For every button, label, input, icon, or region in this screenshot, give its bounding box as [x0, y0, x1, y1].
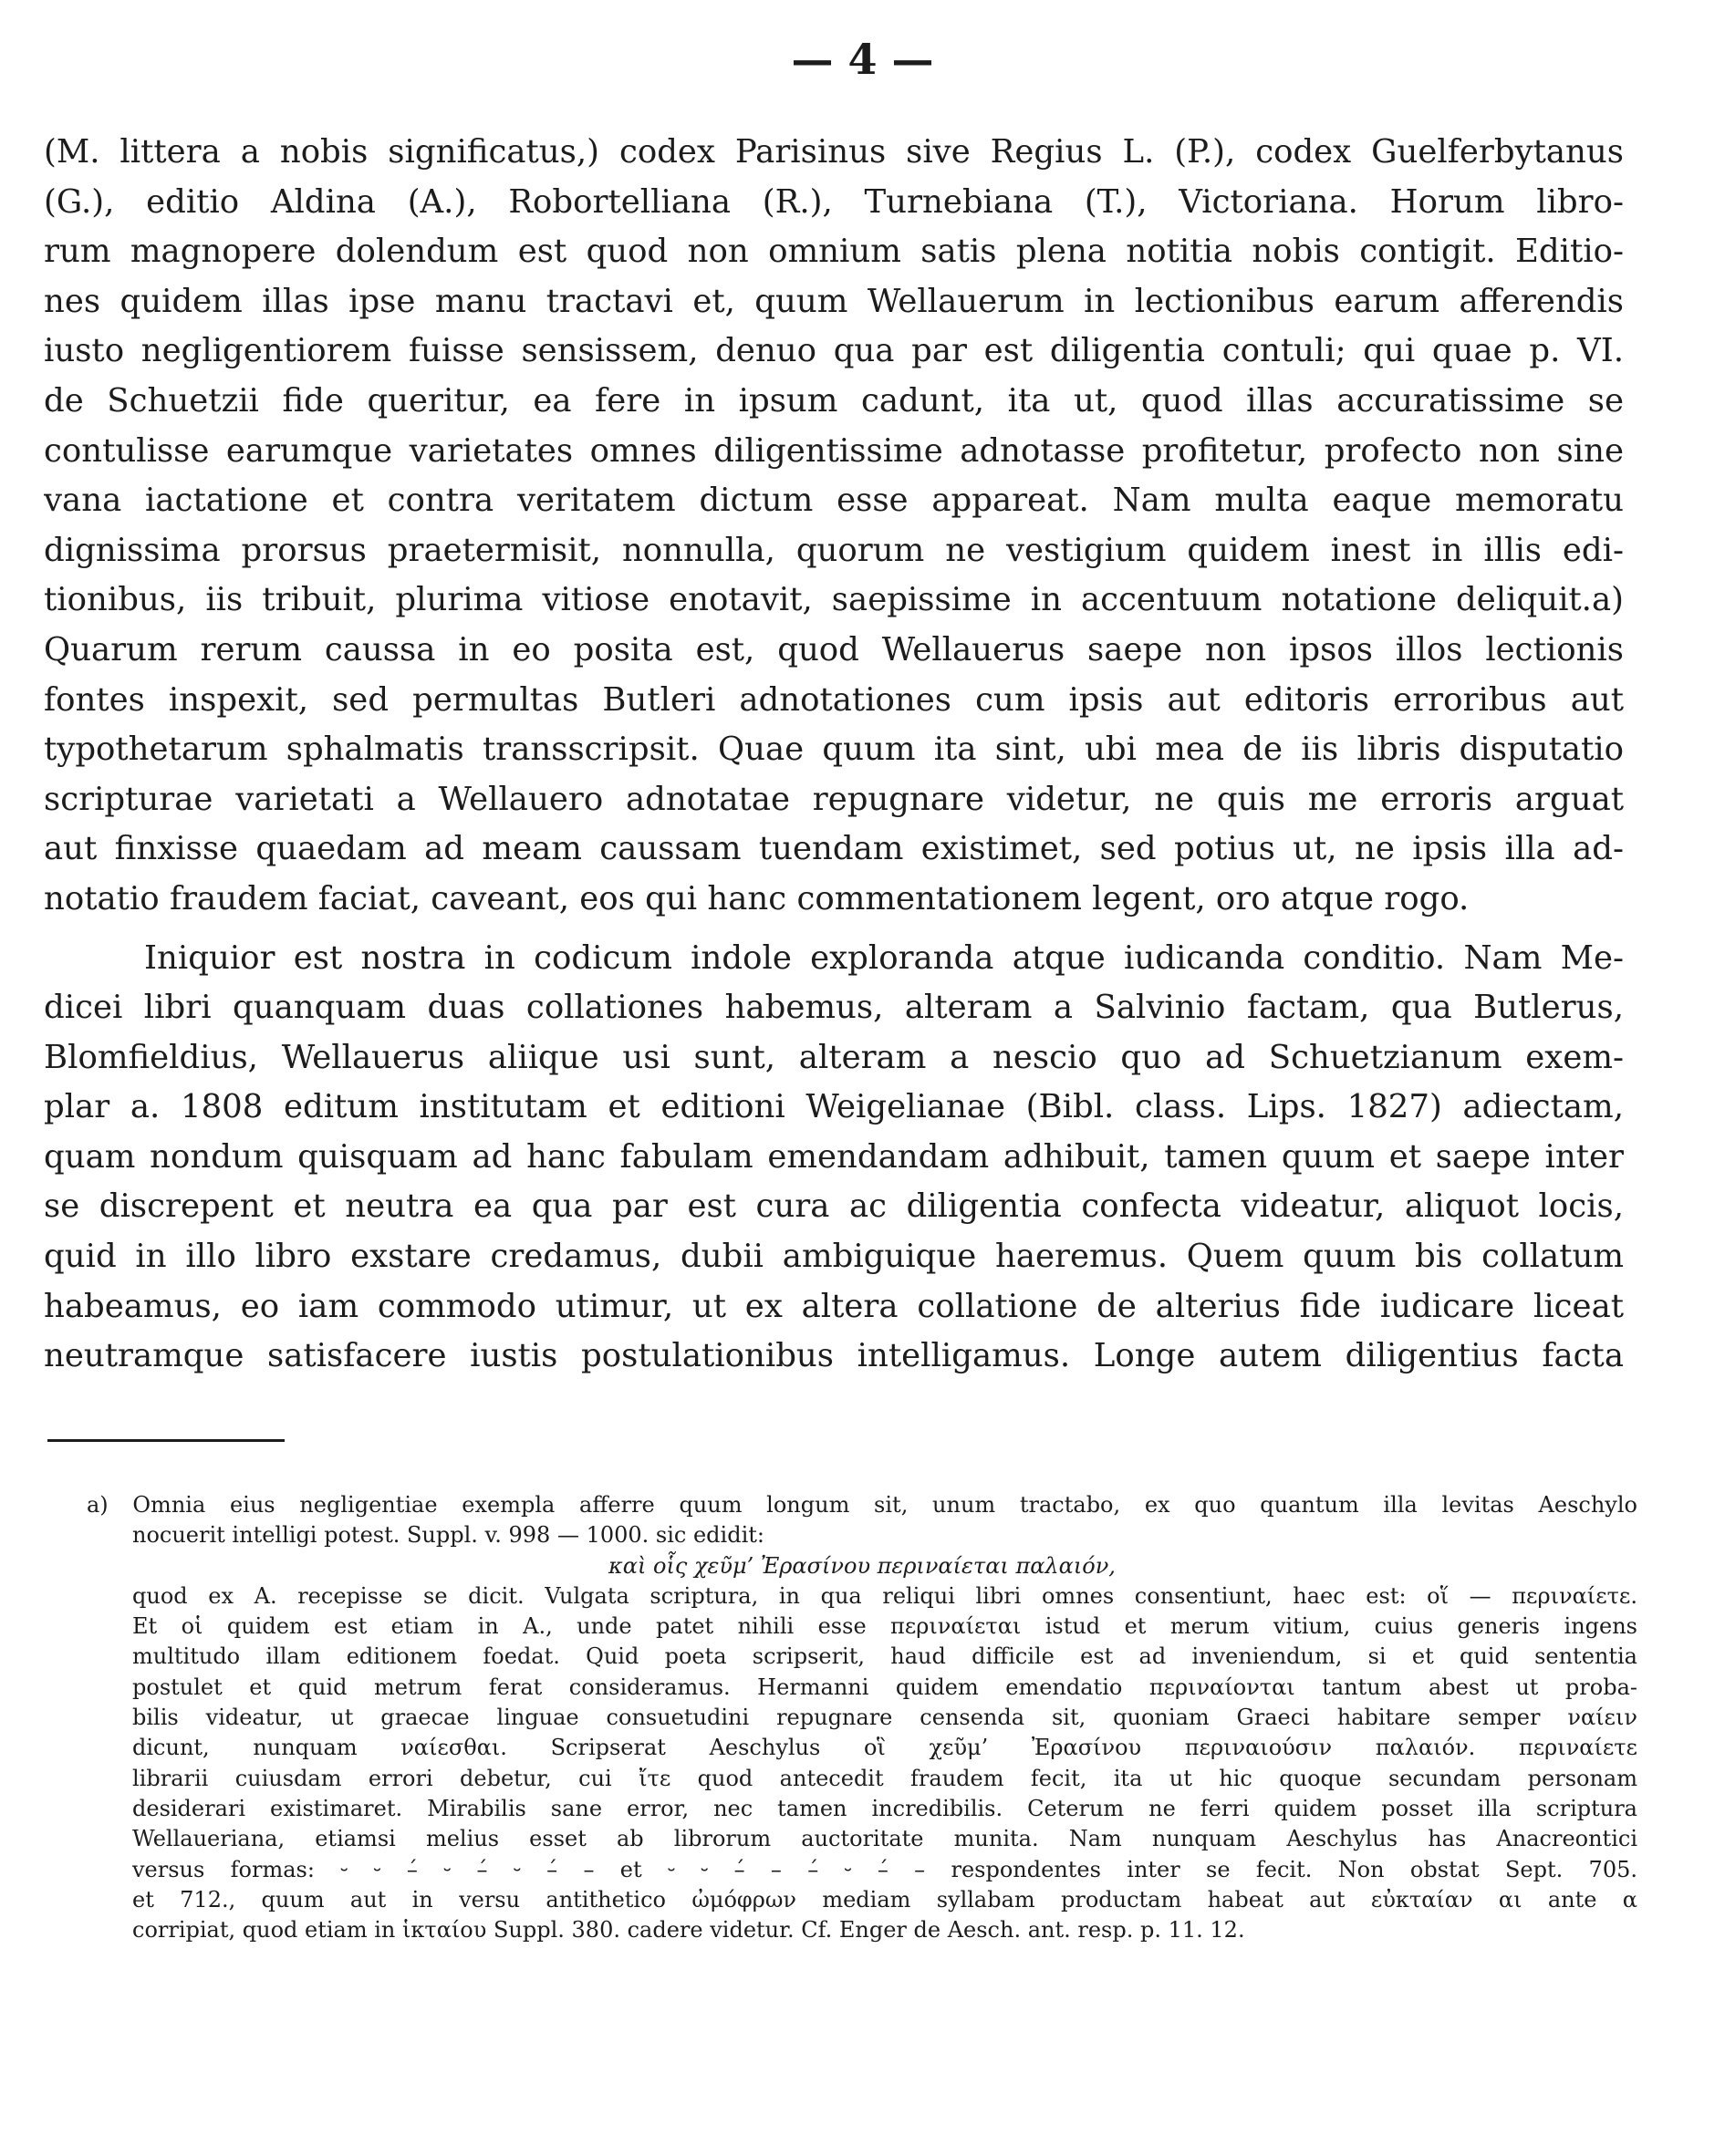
text-line: contulisse earumque varietates omnes diligentissime adnotasse profitetur, profecto non sine: [44, 431, 1624, 470]
text-line: dignissima prorsus praetermisit, nonnulla, quorum ne vestigium quidem inest in illis edi-: [44, 531, 1624, 569]
footnote-line: quod ex A. recepisse se dicit. Vulgata scriptura, in qua reliqui libri omnes consentiunt, haec est: οἵ — περιναίετε.: [132, 1582, 1637, 1609]
text-line: dicei libri quanquam duas collationes habemus, alteram a Salvinio factam, qua Butlerus,: [44, 989, 1624, 1027]
text-line: plar a. 1808 editum institutam et editioni Weigelianae (Bibl. class. Lips. 1827) adiectam,: [44, 1088, 1624, 1126]
text-line: Blomfieldius, Wellauerus aliique usi sunt, alteram a nescio quo ad Schuetzianum exem-: [44, 1038, 1624, 1076]
text-line: aut finxisse quaedam ad meam caussam tuendam existimet, sed potius ut, ne ipsis illa ad-: [44, 830, 1624, 868]
text-line: quid in illo libro exstare credamus, dubii ambiguique haeremus. Quem quum bis collatum: [44, 1238, 1624, 1276]
text-line: Iniquior est nostra in codicum indole exploranda atque iudicanda conditio. Nam Me-: [144, 938, 1624, 977]
footnote-line: desiderari existimaret. Mirabilis sane error, nec tamen incredibilis. Ceterum ne ferri quidem posset illa scriptura: [132, 1795, 1637, 1821]
footnote-greek-quote: καὶ οἷς χεῦμ’ Ἐρασίνου περιναίεται παλαιόν,: [608, 1552, 1116, 1579]
text-line: (G.), editio Aldina (A.), Robortelliana (R.), Turnebiana (T.), Victoriana. Horum libro-: [44, 182, 1624, 221]
footnote-line: corripiat, quod etiam in ἱκταίου Suppl. 380. cadere videtur. Cf. Enger de Aesch. ant. resp. p. 11. 12.: [132, 1917, 1245, 1944]
footnote-line: postulet et quid metrum ferat consideramus. Hermanni quidem emendatio περιναίονται tantum abest ut proba-: [132, 1674, 1637, 1700]
text-line: fontes inspexit, sed permultas Butleri adnotationes cum ipsis aut editoris erroribus aut: [44, 680, 1624, 719]
footnote: [87, 1490, 1637, 1945]
text-line: scripturae varietati a Wellauero adnotatae repugnare videtur, ne quis me erroris arguat: [44, 780, 1624, 818]
text-line: nes quidem illas ipse manu tractavi et, quum Wellauerum in lectionibus earum afferendis: [44, 282, 1624, 320]
text-line: (M. littera a nobis significatus,) codex Parisinus sive Regius L. (P.), codex Guelferbytanus: [44, 133, 1624, 171]
footnote-line: librarii cuiusdam errori debetur, cui ἴτε quod antecedit fraudem fecit, ita ut hic quoque secundam personam: [132, 1765, 1637, 1791]
text-line: tionibus, iis tribuit, plurima vitiose enotavit, saepissime in accentuum notatione deliquit.a): [44, 581, 1624, 619]
text-line: notatio fraudem faciat, caveant, eos qui hanc commentationem legent, oro atque rogo.: [44, 879, 1470, 917]
text-line: vana iactatione et contra veritatem dictum esse appareat. Nam multa eaque memoratu: [44, 482, 1624, 520]
text-line: typothetarum sphalmatis transscripsit. Quae quum ita sint, ubi mea de iis libris disputatio: [44, 731, 1624, 769]
text-line: habeamus, eo iam commodo utimur, ut ex altera collatione de alterius fide iudicare liceat: [44, 1287, 1624, 1325]
footnote-rule: [47, 1439, 285, 1442]
page-number: — 4 —: [791, 35, 934, 84]
footnote-line: Wellaueriana, etiamsi melius esset ab librorum auctoritate munita. Nam nunquam Aeschylus has Anacreontici: [132, 1826, 1637, 1852]
footnote-line: a) Omnia eius negligentiae exempla afferre quum longum sit, unum tractabo, ex quo quantum illa levitas Aeschylo: [87, 1492, 1637, 1518]
footnote-line: Et οἱ quidem est etiam in A., unde patet nihili esse περιναίεται istud et merum vitium, cuius generis ingens: [132, 1613, 1637, 1640]
text-line: rum magnopere dolendum est quod non omnium satis plena notitia nobis contigit. Editio-: [44, 233, 1624, 271]
main-text: [44, 128, 1624, 1382]
text-line: Quarum rerum caussa in eo posita est, quod Wellauerus saepe non ipsos illos lectionis: [44, 630, 1624, 669]
footnote-line: nocuerit intelligi potest. Suppl. v. 998 — 1000. sic edidit:: [132, 1522, 764, 1549]
text-line: neutramque satisfacere iustis postulationibus intelligamus. Longe autem diligentius facta: [44, 1337, 1624, 1375]
text-line: de Schuetzii fide queritur, ea fere in ipsum cadunt, ita ut, quod illas accuratissime se: [44, 381, 1624, 420]
text-line: quam nondum quisquam ad hanc fabulam emendandam adhibuit, tamen quum et saepe inter: [44, 1137, 1624, 1176]
footnote-line: multitudo illam editionem foedat. Quid poeta scripserit, haud difficile est ad inveniendum, si et quid sententia: [132, 1643, 1637, 1670]
footnote-line: bilis videatur, ut graecae linguae consuetudini repugnare censenda sit, quoniam Graeci habitare semper ναίειν: [132, 1705, 1637, 1731]
footnote-line: dicunt, nunquam ναίεσθαι. Scripserat Aeschylus οἳ χεῦμ’ Ἐρασίνου περιναιούσιν παλαιόν. περιναίετε: [132, 1735, 1637, 1761]
footnote-line: versus formas: ⏑ ⏑ –́ ⏑ –́ ⏑ –́ – et ⏑ ⏑ –́ – –́ ⏑ –́ – respondentes inter se fecit. Non obstat Sept. 705.: [132, 1856, 1637, 1882]
text-line: se discrepent et neutra ea qua par est cura ac diligentia confecta videatur, aliquot locis,: [44, 1187, 1624, 1226]
paragraph-gap: [44, 925, 1624, 934]
text-line: iusto negligentiorem fuisse sensissem, denuo qua par est diligentia contuli; qui quae p. VI.: [44, 332, 1624, 370]
footnote-line: et 712., quum aut in versu antithetico ὠμόφρων mediam syllabam productam habeat aut εὐκταίαν αι ante α: [132, 1886, 1637, 1912]
